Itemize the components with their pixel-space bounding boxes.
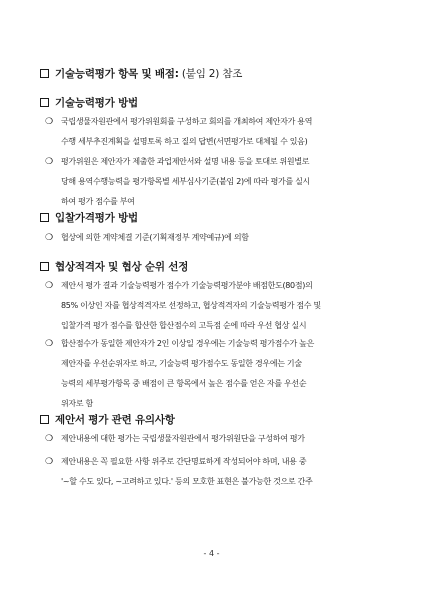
list-item (45, 152, 380, 212)
bullet-line: 제안자를 우선순위자로 하고, 기술능력 평가점수도 동일한 경우에는 기술 (61, 359, 302, 368)
list-item (45, 452, 380, 492)
checkbox-square-icon (40, 415, 49, 424)
checkbox-square-icon (40, 98, 49, 107)
bullet-line: 합산점수가 동일한 제안자가 2인 이상일 경우에는 기술능력 평가점수가 높은 (61, 339, 314, 348)
bullet-line: 제안내용에 대한 평가는 국립생물자원관에서 평가위원단을 구성하여 평가 (61, 434, 305, 443)
list-item (45, 276, 380, 336)
list-item (45, 429, 380, 449)
section-title: 기술능력평가 항목 및 배점: (55, 68, 179, 80)
circle-bullet-icon: ❍ (45, 339, 54, 349)
bullet-line: 제안서 평가 결과 기술능력평가 점수가 기술능력평가분야 배점한도(80점)의 (61, 281, 313, 290)
checkbox-square-icon (40, 213, 49, 222)
bullet-line: 협상에 의한 계약체결 기준(기획재정부 계약예규)에 의함 (61, 233, 249, 242)
section-negotiation (40, 259, 188, 274)
section-tech-eval-method (40, 95, 138, 110)
bullet-line: 당해 용역수행능력을 평가항목별 세부심사기준(붙임 2)에 따라 평가를 실시 (61, 177, 310, 186)
circle-bullet-icon: ❍ (45, 157, 54, 167)
bullet-line: 위자로 함 (61, 399, 93, 408)
list-item (45, 334, 380, 414)
circle-bullet-icon: ❍ (45, 233, 54, 243)
circle-bullet-icon: ❍ (45, 434, 54, 444)
bullet-line: 입찰가격 평가 점수를 합산한 합산점수의 고득점 순에 따라 우선 협상 실시 (61, 321, 307, 330)
circle-bullet-icon: ❍ (45, 117, 54, 127)
circle-bullet-icon: ❍ (45, 457, 54, 467)
section-title: 입찰가격평가 방법 (55, 212, 138, 224)
section-tech-eval-items (40, 66, 242, 81)
checkbox-square-icon (40, 262, 49, 271)
bullet-line: 85% 이상인 자를 협상적격자로 선정하고, 협상적격자의 기술능력평가 점수 및 (61, 301, 321, 310)
bullet-line: 하여 평가 점수를 부여 (61, 197, 135, 206)
bullet-line: 국립생물자원관에서 평가위원회를 구성하고 회의를 개최하여 제안자가 용역 (61, 117, 313, 126)
bullet-line: '~할 수도 있다, ~고려하고 있다.' 등의 모호한 표현은 불가능한 것으로 간주 (61, 477, 313, 486)
section-precautions (40, 412, 175, 427)
bullet-line: 제안내용은 꼭 필요한 사항 위주로 간단명료하게 작성되어야 하며, 내용 중 (61, 457, 307, 466)
section-bid-price-method (40, 210, 138, 225)
section-title: 협상적격자 및 협상 순위 선정 (55, 261, 189, 273)
checkbox-square-icon (40, 69, 49, 78)
bullet-line: 평가위원은 제안자가 제출한 과업제안서와 설명 내용 등을 토대로 위원별로 (61, 157, 310, 166)
bullet-line: 수행 세부추진계획을 설명토록 하고 질의 답변(서면평가로 대체될 수 있음) (61, 137, 308, 146)
page-number: - 4 - (203, 549, 220, 558)
section-title: 기술능력평가 방법 (55, 97, 138, 109)
section-title: 제안서 평가 관련 유의사항 (55, 414, 175, 426)
circle-bullet-icon: ❍ (45, 281, 54, 291)
list-item (45, 112, 380, 152)
section-note: (붙임 2) 참조 (178, 68, 243, 80)
bullet-line: 능력의 세부평가항목 중 배점이 큰 항목에서 높은 점수를 얻은 자를 우선순 (61, 379, 307, 388)
list-item (45, 228, 380, 248)
